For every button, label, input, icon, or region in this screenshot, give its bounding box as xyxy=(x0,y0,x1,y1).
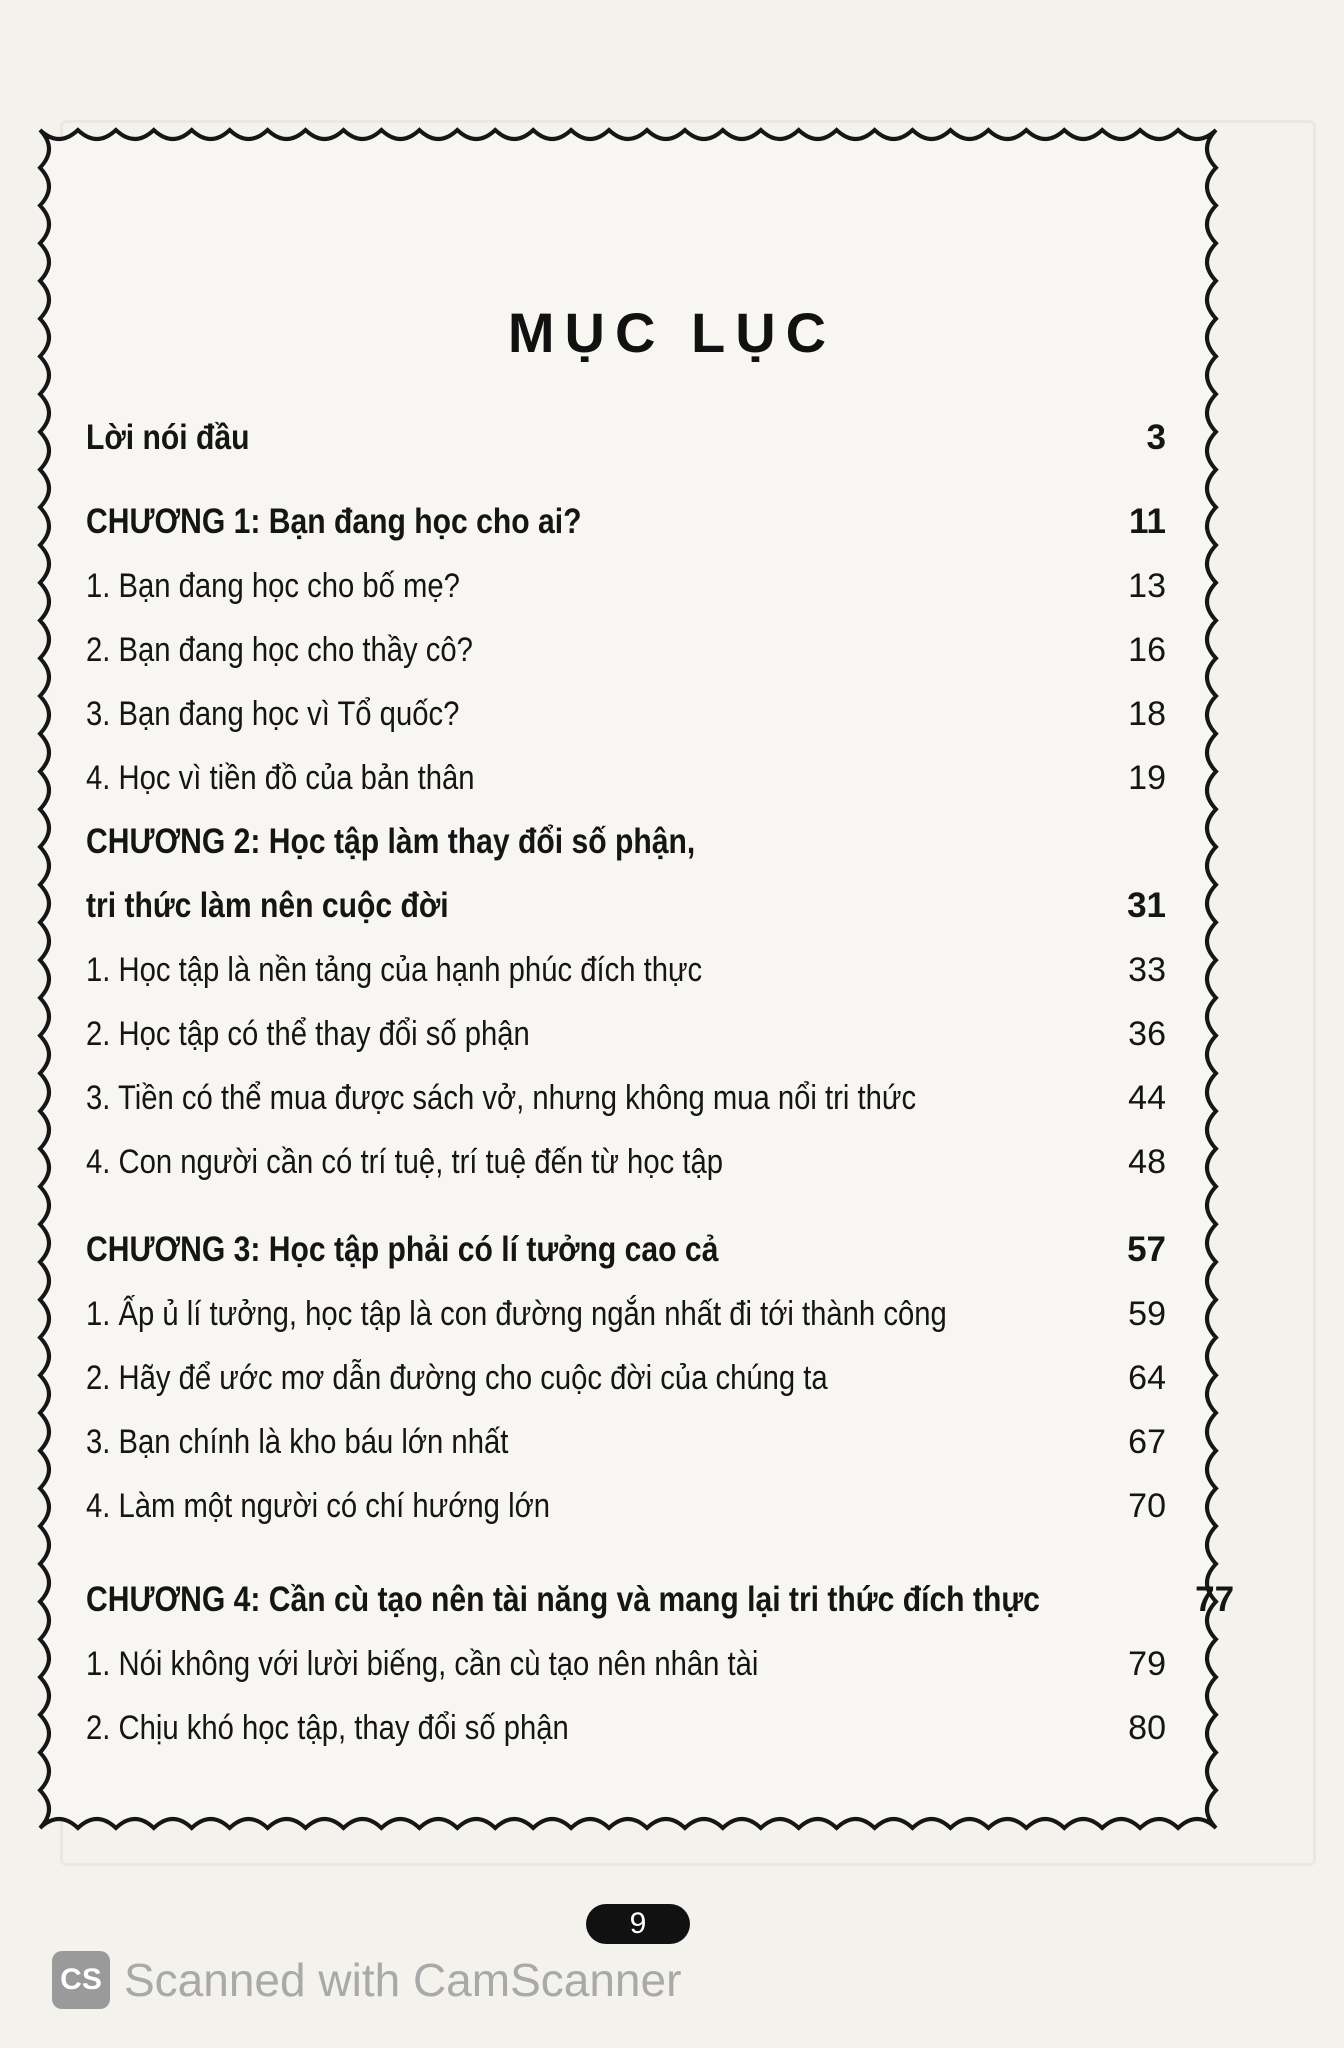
toc-page: 57 xyxy=(1127,1230,1166,1269)
toc-label: 4. Học vì tiền đồ của bản thân xyxy=(86,759,475,797)
page-number-badge: 9 xyxy=(586,1904,690,1944)
toc-row xyxy=(86,1066,1166,1130)
toc-label: 3. Tiền có thể mua được sách vở, nhưng không mua nổi tri thức xyxy=(86,1079,917,1117)
toc-page: 67 xyxy=(1128,1423,1166,1461)
toc-label: 1. Học tập là nền tảng của hạnh phúc đích thực xyxy=(86,951,703,989)
toc-row-chapter-2 xyxy=(86,810,1166,874)
toc-row xyxy=(86,1130,1166,1194)
toc-row xyxy=(86,554,1166,618)
toc-page: 79 xyxy=(1128,1645,1166,1683)
toc-row xyxy=(86,938,1166,1002)
toc-page: 48 xyxy=(1128,1143,1166,1181)
toc-row xyxy=(86,1002,1166,1066)
toc-page: 18 xyxy=(1128,695,1166,733)
toc-row xyxy=(86,1410,1166,1474)
toc-row xyxy=(86,1346,1166,1410)
toc-label: 1. Bạn đang học cho bố mẹ? xyxy=(86,567,460,605)
toc-spacer xyxy=(86,1194,1166,1218)
camscanner-watermark xyxy=(52,1948,681,2012)
toc-label: 1. Ấp ủ lí tưởng, học tập là con đường ngắn nhất đi tới thành công xyxy=(86,1295,947,1333)
toc-page: 3 xyxy=(1146,418,1166,457)
toc-label: tri thức làm nên cuộc đời xyxy=(86,886,449,925)
toc-page: 11 xyxy=(1129,502,1166,541)
toc-row xyxy=(86,1282,1166,1346)
toc-page: 44 xyxy=(1128,1079,1166,1117)
toc-row-preface xyxy=(86,410,1166,466)
toc-row-chapter-2-cont xyxy=(86,874,1166,938)
watermark-text: Scanned with CamScanner xyxy=(124,1954,682,2006)
toc-row xyxy=(86,746,1166,810)
toc-row xyxy=(86,618,1166,682)
toc-label: 2. Hãy để ước mơ dẫn đường cho cuộc đời của chúng ta xyxy=(86,1359,828,1397)
toc-label: 3. Bạn chính là kho báu lớn nhất xyxy=(86,1423,509,1461)
toc-label: CHƯƠNG 1: Bạn đang học cho ai? xyxy=(86,502,582,541)
toc-label: 2. Học tập có thể thay đổi số phận xyxy=(86,1015,530,1053)
toc-label: 2. Bạn đang học cho thầy cô? xyxy=(86,631,473,669)
toc-page: 36 xyxy=(1128,1015,1166,1053)
toc-label: 3. Bạn đang học vì Tổ quốc? xyxy=(86,695,460,733)
toc-label: CHƯƠNG 2: Học tập làm thay đổi số phận, xyxy=(86,822,696,861)
toc-page: 77 xyxy=(1195,1580,1235,1619)
toc-label: CHƯƠNG 3: Học tập phải có lí tưởng cao cả xyxy=(86,1230,719,1269)
camscanner-logo-icon: CS xyxy=(52,1951,110,2009)
toc-row xyxy=(86,1632,1166,1696)
toc-page: 13 xyxy=(1128,567,1166,605)
toc-label: CHƯƠNG 4: Cần cù tạo nên tài năng và mang lại tri thức đích thực xyxy=(86,1580,1040,1619)
toc-page: 16 xyxy=(1128,631,1166,669)
toc-page: 33 xyxy=(1128,951,1166,989)
toc-row xyxy=(86,1696,1166,1760)
toc-spacer xyxy=(86,1538,1166,1568)
toc-row xyxy=(86,682,1166,746)
toc-page: 64 xyxy=(1128,1359,1166,1397)
toc-label: 4. Con người cần có trí tuệ, trí tuệ đến từ học tập xyxy=(86,1143,723,1181)
toc-page: 31 xyxy=(1127,886,1166,925)
page-title: MỤC LỤC xyxy=(507,301,837,364)
toc-page: 80 xyxy=(1128,1709,1166,1747)
toc-row-chapter-4 xyxy=(86,1568,1235,1632)
toc-row-chapter-3 xyxy=(86,1218,1166,1282)
toc-page: 59 xyxy=(1128,1295,1166,1333)
toc-row xyxy=(86,1474,1166,1538)
toc-page: 70 xyxy=(1128,1487,1166,1525)
toc-label: 4. Làm một người có chí hướng lớn xyxy=(86,1487,551,1525)
toc-label: 2. Chịu khó học tập, thay đổi số phận xyxy=(86,1709,569,1747)
toc-label: 1. Nói không với lười biếng, cần cù tạo nên nhân tài xyxy=(86,1645,759,1683)
toc-spacer xyxy=(86,466,1166,490)
table-of-contents xyxy=(86,410,1235,1760)
toc-row-chapter-1 xyxy=(86,490,1166,554)
toc-label: Lời nói đầu xyxy=(86,418,250,457)
toc-page: 19 xyxy=(1128,759,1166,797)
